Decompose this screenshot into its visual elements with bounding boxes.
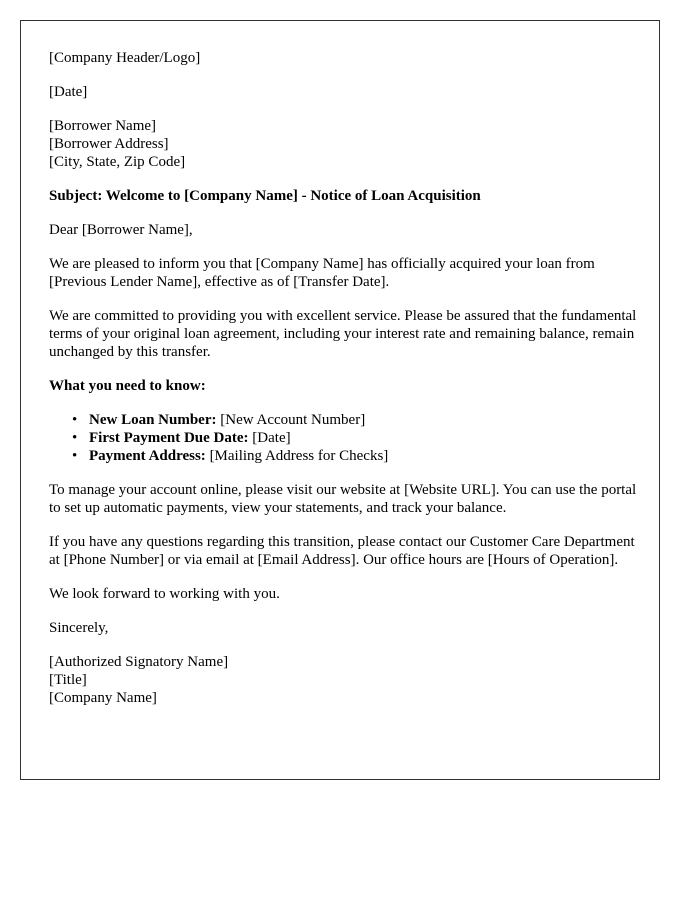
sign-off: Sincerely, — [49, 620, 109, 636]
need-to-know-heading: What you need to know: — [49, 378, 206, 394]
detail-label: Payment Address: — [89, 448, 206, 464]
detail-value: [Date] — [248, 430, 291, 446]
recipient-address-block — [49, 117, 639, 171]
signatory-company: [Company Name] — [49, 690, 157, 706]
closing-line: We look forward to working with you. — [49, 586, 280, 602]
subject-line: Subject: Welcome to [Company Name] - Notice of Loan Acquisition — [49, 188, 481, 204]
list-item-loan-number — [72, 411, 639, 429]
list-item-first-payment-date — [72, 429, 639, 447]
signatory-title: [Title] — [49, 672, 87, 688]
recipient-city-state-zip: [City, State, Zip Code] — [49, 154, 186, 170]
letter-date: [Date] — [49, 84, 88, 100]
acquisition-paragraph: We are pleased to inform you that [Company Name] has officially acquired your loan from [Previous Lender Name], effective as of [Transfer Date]. — [49, 256, 595, 290]
recipient-name: [Borrower Name] — [49, 118, 157, 134]
letter-body — [49, 49, 639, 723]
letter-frame — [20, 20, 660, 780]
bullet-icon: • — [72, 430, 78, 446]
recipient-address: [Borrower Address] — [49, 136, 169, 152]
contact-paragraph: If you have any questions regarding this transition, please contact our Customer Care Department at [Phone Number] or via email at [Email Address]. Our office hours are [Hours of Operation]. — [49, 534, 635, 568]
bullet-icon: • — [72, 412, 78, 428]
salutation: Dear [Borrower Name], — [49, 222, 193, 238]
commitment-paragraph: We are committed to providing you with excellent service. Please be assured that the fundamental terms of your original loan agreement, including your interest rate and remaining balance, remain unchanged by this transfer. — [49, 308, 637, 360]
detail-value: [Mailing Address for Checks] — [205, 448, 389, 464]
list-item-payment-address — [72, 447, 639, 465]
detail-label: New Loan Number: — [89, 412, 217, 428]
detail-label: First Payment Due Date: — [89, 430, 249, 446]
online-account-paragraph: To manage your account online, please visit our website at [Website URL]. You can use the portal to set up automatic payments, view your statements, and track your balance. — [49, 482, 637, 516]
detail-value: [New Account Number] — [216, 412, 366, 428]
signatory-name: [Authorized Signatory Name] — [49, 654, 229, 670]
signature-block — [49, 653, 639, 707]
bullet-icon: • — [72, 448, 78, 464]
company-header: [Company Header/Logo] — [49, 50, 201, 66]
key-details-list — [49, 411, 639, 465]
